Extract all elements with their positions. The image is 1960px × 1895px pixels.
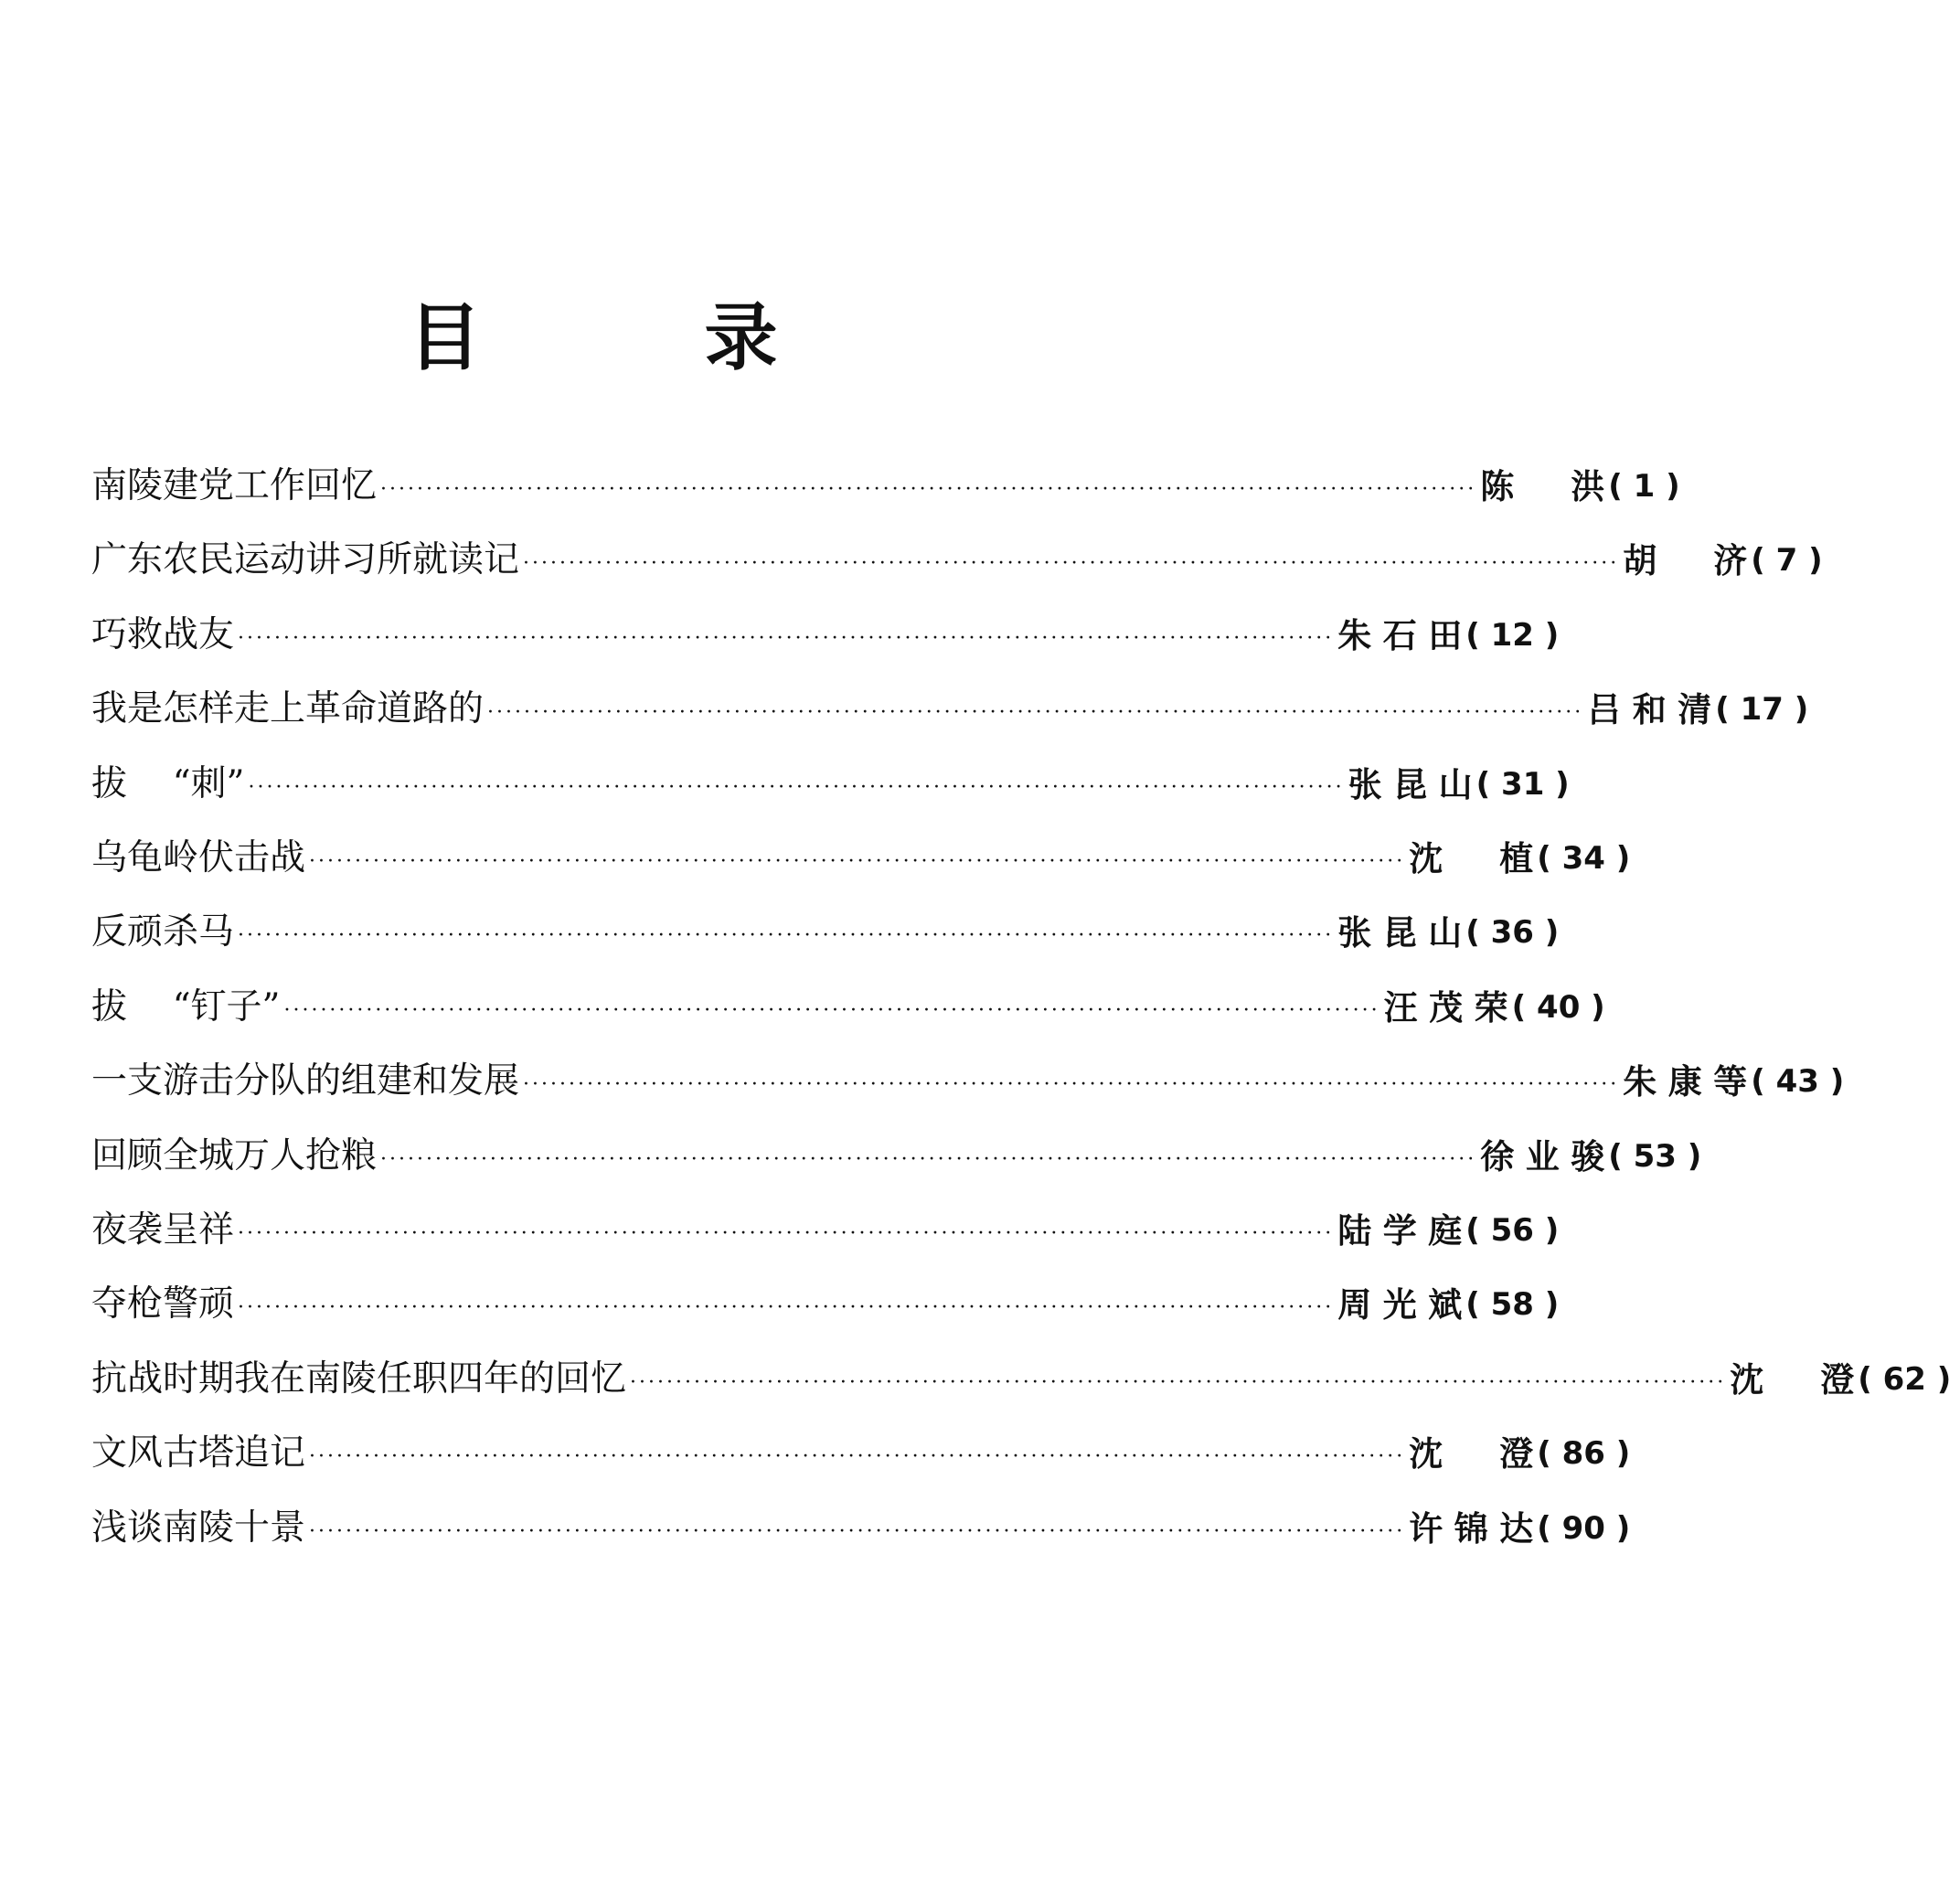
toc-entry-author: 陆学庭 [1337, 1210, 1463, 1251]
toc-entry[interactable] [91, 1426, 1631, 1481]
toc-entry-page-number: ( 17 ) [1715, 691, 1809, 729]
toc-entry-page-number: ( 86 ) [1537, 1435, 1631, 1473]
toc-entry-page-number: ( 36 ) [1465, 914, 1560, 952]
toc-entry-title: 南陵建党工作回忆 [91, 465, 378, 506]
toc-entry-title: 拔 “钉子” [91, 985, 281, 1027]
toc-entry-page-number: ( 56 ) [1465, 1212, 1560, 1249]
toc-entry[interactable] [91, 1129, 1702, 1184]
dot-leader: ························································································································ [630, 1370, 1727, 1394]
page-title [0, 279, 1189, 384]
dot-leader: ························································································································ [380, 478, 1477, 501]
toc-entry-author: 朱石田 [1337, 614, 1463, 655]
dot-leader: ························································································································ [283, 998, 1380, 1022]
title-char-1: 目 [408, 295, 485, 380]
toc-entry-page-number: ( 1 ) [1608, 468, 1680, 505]
toc-entry-page-number: ( 31 ) [1475, 765, 1570, 803]
toc-entry[interactable] [91, 1203, 1560, 1258]
toc-entry[interactable] [91, 905, 1560, 960]
toc-entry-page-number: ( 34 ) [1537, 840, 1631, 877]
dot-leader: ························································································································ [238, 626, 1335, 650]
toc-entry-author: 徐业骏 [1480, 1135, 1605, 1176]
toc-entry-title: 反顽杀马 [91, 911, 235, 953]
toc-entry-author: 沈 澄 [1730, 1358, 1855, 1400]
toc-entry-page-number: ( 90 ) [1537, 1509, 1631, 1547]
toc-entry-page-number: ( 62 ) [1858, 1360, 1952, 1398]
dot-leader: ························································································································ [309, 1445, 1406, 1469]
toc-entry-author: 朱康等 [1623, 1061, 1748, 1102]
toc-entry-title: 乌龟岭伏击战 [91, 837, 306, 878]
toc-entry-author: 张昆山 [1337, 912, 1463, 953]
toc-entry-page-number: ( 53 ) [1608, 1137, 1702, 1175]
toc-entry[interactable] [91, 1054, 1845, 1109]
toc-entry-title: 夜袭呈祥 [91, 1209, 235, 1251]
toc-entry-title: 广东农民运动讲习所就读记 [91, 539, 520, 581]
toc-entry-title: 文风古塔追记 [91, 1432, 306, 1474]
dot-leader: ························································································································ [238, 924, 1335, 948]
toc-entry-title: 一支游击分队的组建和发展 [91, 1060, 520, 1102]
dot-leader: ························································································································ [248, 775, 1345, 799]
toc-entry-author: 沈 澄 [1409, 1433, 1534, 1474]
dot-leader: ························································································································ [238, 1296, 1335, 1320]
toc-entry-page-number: ( 58 ) [1465, 1286, 1560, 1324]
toc-entry[interactable] [91, 682, 1809, 737]
toc-entry[interactable] [91, 1501, 1631, 1556]
toc-entry[interactable] [91, 757, 1570, 812]
toc-entry-title: 抗战时期我在南陵任职四年的回忆 [91, 1357, 627, 1400]
toc-entry-author: 汪茂荣 [1383, 986, 1508, 1027]
toc-entry[interactable] [91, 980, 1605, 1035]
title-char-2: 录 [704, 295, 782, 380]
toc-entry-page-number: ( 7 ) [1751, 542, 1823, 580]
toc-entry-title: 浅谈南陵十景 [91, 1506, 306, 1549]
toc-entry-title: 我是怎样走上革命道路的 [91, 688, 485, 730]
toc-entry[interactable] [91, 831, 1631, 886]
toc-entry-title: 巧救战友 [91, 613, 235, 655]
toc-entry[interactable] [91, 608, 1560, 663]
toc-entry-author: 吕和清 [1587, 689, 1712, 730]
dot-leader: ························································································································ [523, 552, 1620, 576]
toc-entry[interactable] [91, 1352, 1952, 1407]
toc-entry-author: 许锦达 [1409, 1507, 1534, 1549]
dot-leader: ························································································································ [238, 1222, 1335, 1245]
toc-entry[interactable] [91, 459, 1680, 514]
toc-entry-author: 胡 济 [1623, 540, 1748, 581]
toc-entry-author: 周光斌 [1337, 1284, 1463, 1325]
toc-entry-author: 张昆山 [1348, 763, 1473, 804]
toc-entry-title: 回顾全城万人抢粮 [91, 1134, 378, 1176]
dot-leader: ························································································································ [380, 1147, 1477, 1171]
toc-entry-title: 拔 “刺” [91, 762, 245, 804]
toc-entry-title: 夺枪警顽 [91, 1283, 235, 1325]
dot-leader: ························································································································ [309, 1519, 1406, 1543]
toc-entry-page-number: ( 43 ) [1751, 1063, 1845, 1101]
dot-leader: ························································································································ [309, 850, 1406, 873]
dot-leader: ························································································································ [487, 701, 1584, 725]
toc-entry[interactable] [91, 1277, 1560, 1332]
toc-entry-author: 陈 洪 [1480, 466, 1605, 506]
toc-entry-page-number: ( 12 ) [1465, 616, 1560, 654]
toc-entry-page-number: ( 40 ) [1511, 988, 1605, 1026]
dot-leader: ························································································································ [523, 1073, 1620, 1097]
toc-entry[interactable] [91, 533, 1823, 588]
toc-entry-author: 沈 植 [1409, 838, 1534, 878]
